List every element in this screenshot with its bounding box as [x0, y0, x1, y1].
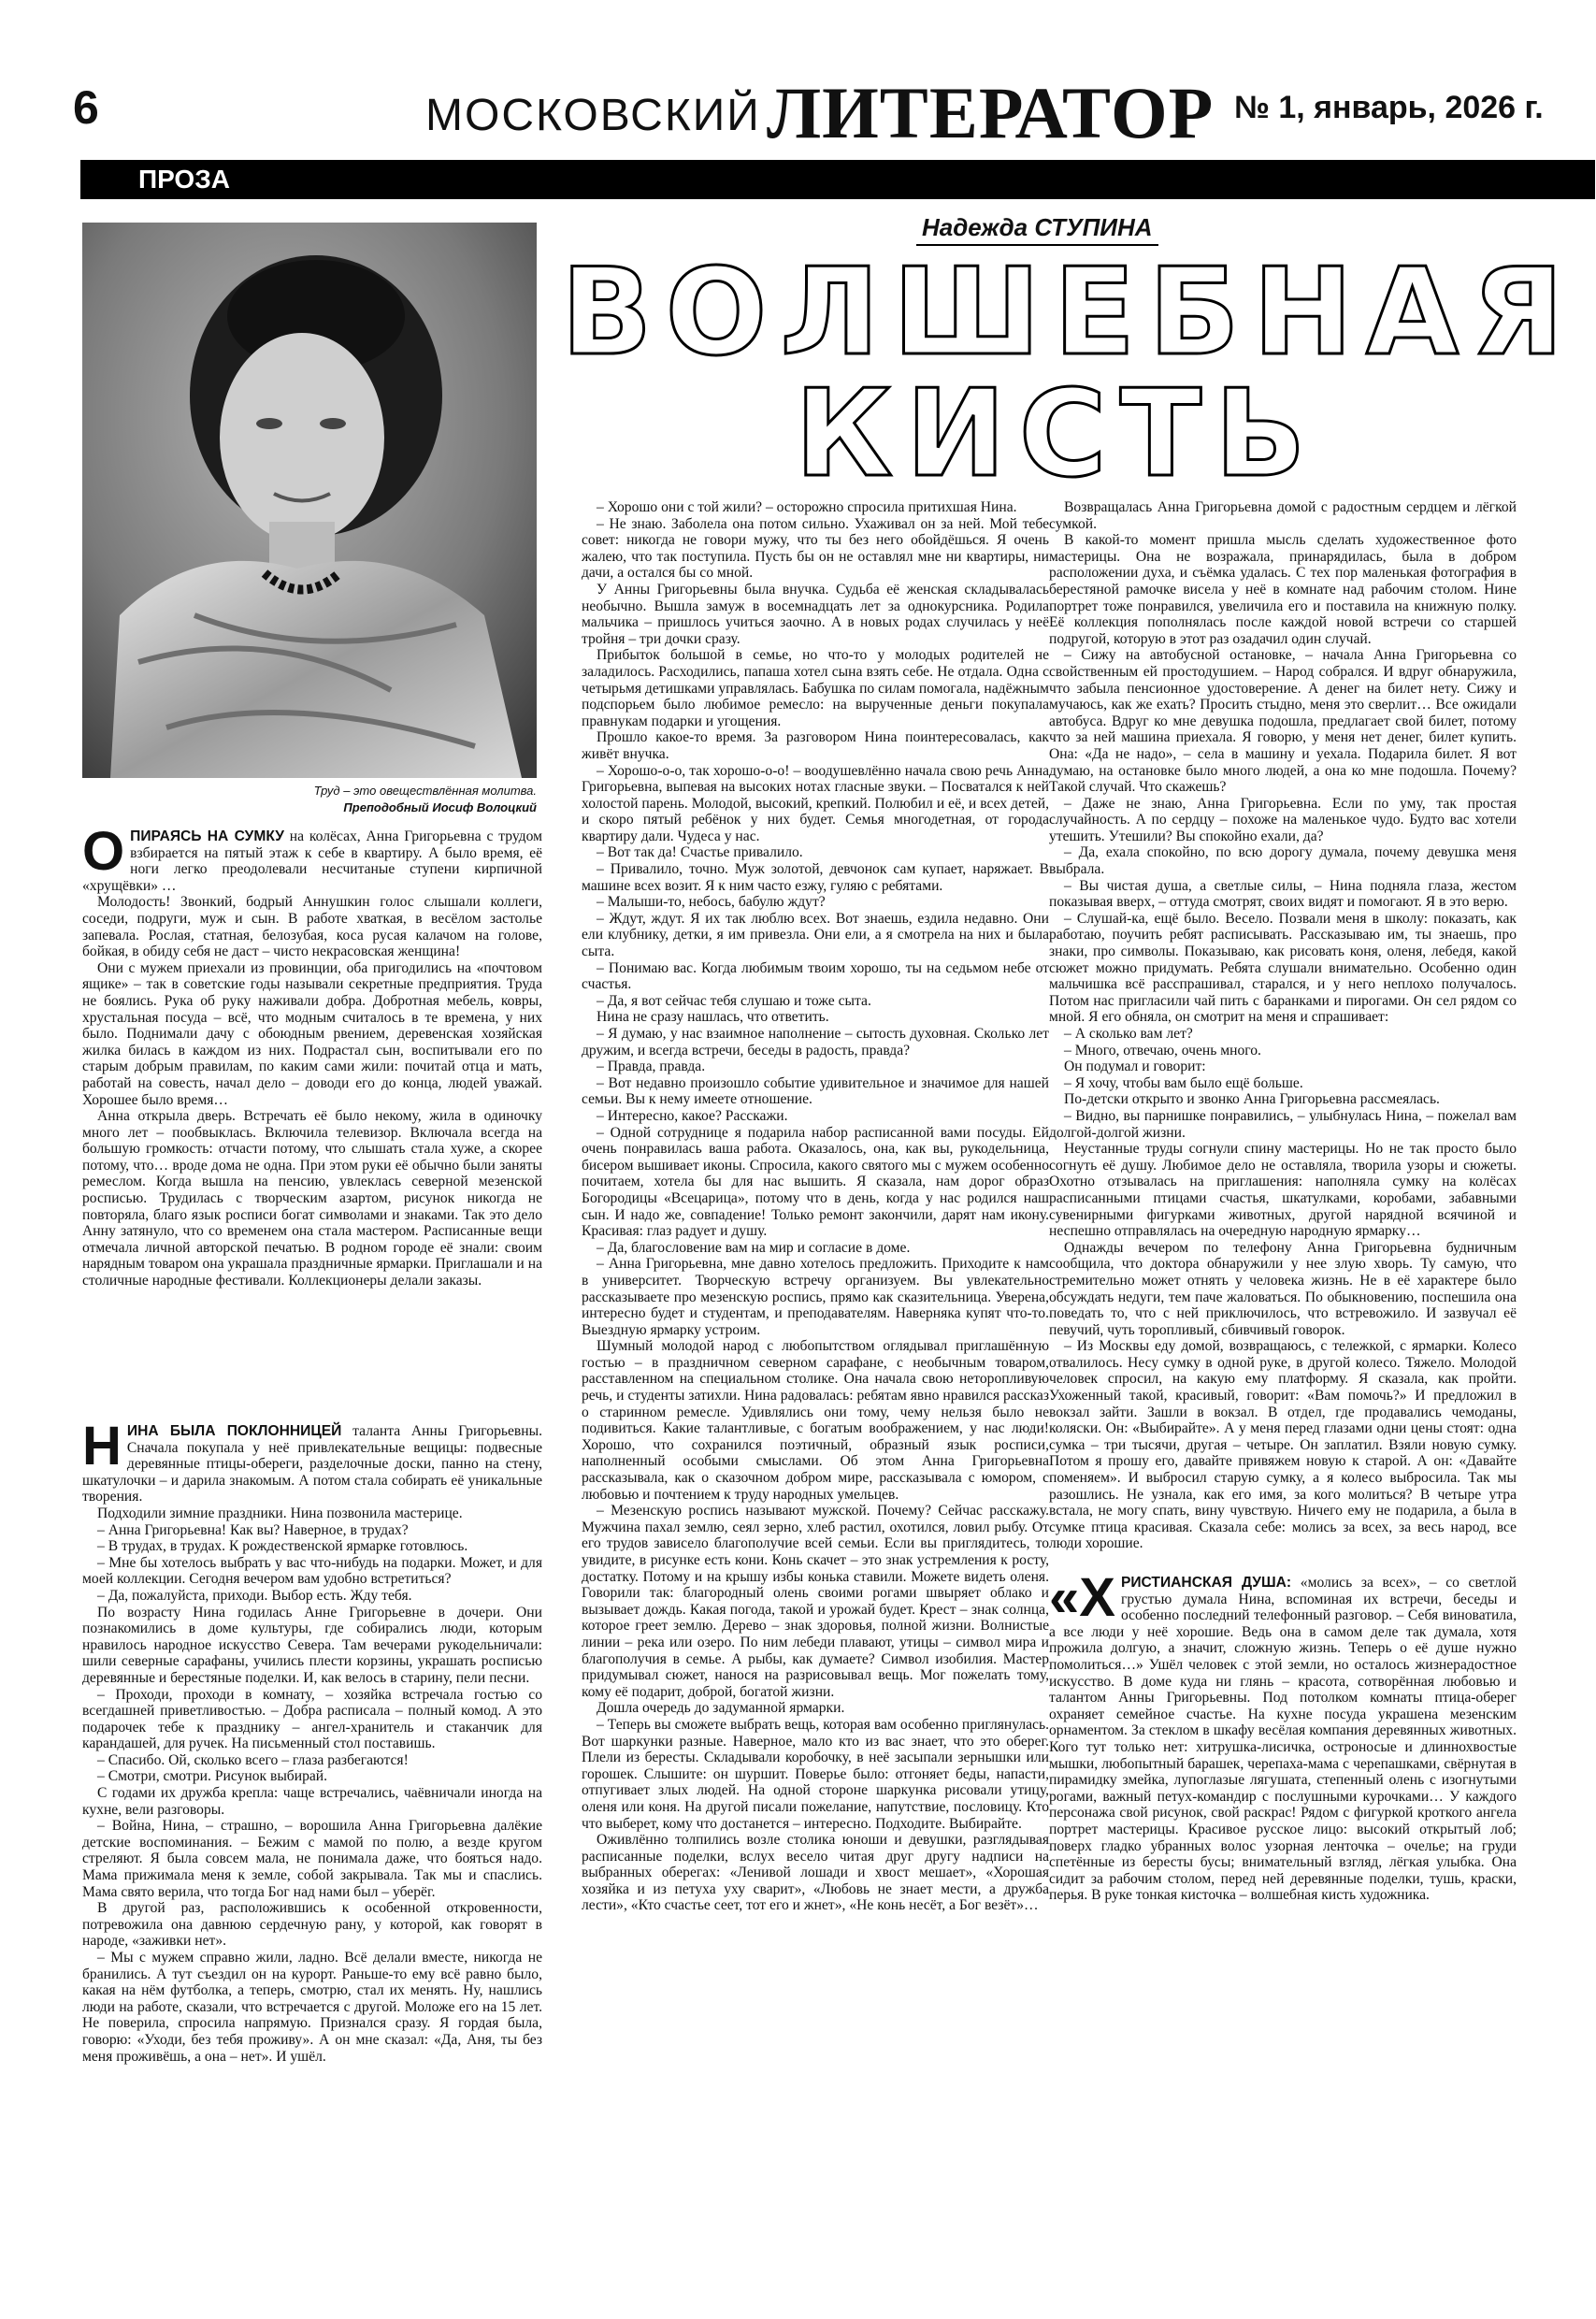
paragraph: Прошло какое-то время. За разговором Нина поинтересовалась, как живёт внучка. [582, 729, 1049, 762]
masthead[interactable] [425, 71, 1215, 155]
paragraph: – Да, ехала спокойно, по всю дорогу думала, почему девушка меня выбрала. [1049, 844, 1517, 878]
article-author: Надежда СТУПИНА [916, 213, 1158, 246]
rubric-label: ПРОЗА [138, 165, 230, 194]
column-3-bottom [1049, 1567, 1517, 1904]
title-line-1: ВОЛШЕБНАЯ [561, 243, 1577, 382]
paragraph: «молись за всех», – со светлой грустью думала Нина, вспоминая их встречи, беседы и особенно последний телефонный разговор. – Себя виноватила, а все люди у неё хорошие. Ведь она в самом деле так думала, хотя прожила долгую, а значит, сложную жизнь. Теперь о её душе нужно помолиться…» Ушёл человек с этой земли, но осталось жизнерадостное искусство. В доме куда ни глянь – красота, сотворённая любовью и талантом Анны Григорьевны. Под потолком комнаты птица-оберег охраняет семейное счастье. На кухне посуда украшена мезенским орнаментом. За стеклом в шкафу весёлая компания деревянных животных. Кого тут только нет: хитрушка-лисичка, остроносые и длиннохвостые мышки, любопытный барашек, черепаха-мама с черепашками, свёрнутая в пирамидку змейка, лупоглазые лягушата, степенный олень с изогнутыми рогами, важный петух-командир с послушными курочками… У каждого персонажа свой рисунок, свой раскрас! Рядом с фигуркой кроткого ангела портрет мастерицы. Красивое русское лицо: высокий открытый лоб; поверх гладко убранных волос узорная ленточка – очелье; на груди спетённые из бересты бусы; внимательный взгляд, лёгкая улыбка. Она сидит за рабочим столом, перед ней деревянные поделки, тушь, краски, перья. В руке тонкая кисточка – волшебная кисть художника. [1049, 1575, 1517, 1904]
paragraph: – Много, отвечаю, очень много. [1064, 1042, 1261, 1059]
paragraph: – Вот так да! Счастье привалило. [597, 844, 803, 861]
paragraph: Возвращалась Анна Григорьевна домой с радостным сердцем и лёгкой сумкой. [1049, 499, 1517, 532]
paragraph: По-детски открыто и звонко Анна Григорьевна рассмеялась. [1064, 1091, 1440, 1108]
paragraph: – Мы с мужем справно жили, ладно. Всё делали вместе, никогда не бранились. А тут съездил он на курорт. Раньше-то ему всё равно было, какая на нём футболка, а теперь, смотрю, стал их менять. Ну, нашлись люди на работе, сказали, что встречается с другой. Моложе его на 15 лет. Не поверила, спросила напрямую. Признался сразу. Я гордая была, говорю: «Уходи, без тебя проживу». А он мне сказал: «Да, Аня, ты без меня проживёшь, а она – нет». И ушёл. [82, 1950, 542, 2065]
paragraph: – Видно, вы парнишке понравились, – улыбнулась Нина, – пожелал вам долгой-долгой жизни. [1049, 1107, 1517, 1141]
paragraph: Оживлённо толпились возле столика юноши и девушки, разглядывая расписанные поделки, вслух весело читая друг другу надписи на выбранных оберегах: «Ленивой лошади и хвост мешает», «Хорошая хозяйка и из петуха уху сварит», «Любовь не знает мести, а дружба лести», «Кто счастье сеет, тот его и жнет», «Не конь несёт, а Бог везёт»… [582, 1832, 1049, 1914]
masthead-left: МОСКОВСКИЙ [425, 91, 761, 140]
paragraph: – Смотри, смотри. Рисунок выбирай. [97, 1768, 328, 1785]
paragraph: – Интересно, какое? Расскажи. [597, 1107, 788, 1124]
paragraph: Анна открыла дверь. Встречать её было некому, жила в одиночку много лет – пообвыклась. Включила телевизор. Включала всегда на большую громкость: отчасти потому, что слышать стала хуже, а скорее потому, что… вроде дома не одна. При этом руки её обычно были заняты ремеслом. Когда вышла на пенсию, увлеклась северной мезенской росписью. Трудилась с творческим азартом, рисунок никогда не повторяла, благо язык росписи богат символами и знаками. Так это дело Анну затянуло, что со временем она стала мастером. Расписанные вещи отмечала личной авторской печатью. В родном городе её знали: своим нарядным товаром она украшала праздничные ярмарки. Приглашали и на столичные народные фестивали. Коллекционеры делали заказы. [82, 1108, 542, 1289]
paragraph: – Привалило, точно. Муж золотой, девчонок сам купает, наряжает. В машине всех возит. Я к ним часто езжу, гуляю с ребятами. [582, 861, 1049, 894]
paragraph: Шумный молодой народ с любопытством оглядывал приглашённую гостью – в праздничном северном сарафане, с необычным товаром, расставленном на специальном столике. Она начала свою неторопливую речь, и студенты затихли. Нина радовалась: ребятам явно нравился рассказ о старинном ремесле. Удивлялись они тому, чему нельзя было не подивиться. Какие талантливые, с богатым воображением, у нас люди! Хорошо, что сохранился поэтичный, образный язык росписи, наполненный особыми смыслами. Об этом Анна Григорьевна рассказывала, как о сказочном добром мире, рассказывала с юмором, с любовью и почтением к труду народных умельцев. [582, 1338, 1049, 1503]
paragraph: на колёсах, Анна Григорьевна с трудом взбирается на пятый этаж к себе в квартиру. А было время, её ноги легко преодолевали несчитаные ступени кирпичной «хрущёвки» … [82, 828, 542, 894]
issue-date: № 1, январь, 2026 г. [1234, 90, 1544, 125]
article-title [561, 243, 1589, 504]
paragraph: Однажды вечером по телефону Анна Григорьевна будничным сообщила, что доктора обнаружили у нее злую хворь. Ту самую, что стремительно может отнять у человека жизнь. Не в её характере было обсуждать недуги, тем паче жаловаться. По обыкновению, поспешила она поведать то, что с ней приключилось, что встревожило. И зазвучал её певучий, чуть торопливый, сбивчивый говорок. [1049, 1239, 1517, 1338]
paragraph: – Малыши-то, небось, бабулю ждут? [597, 894, 826, 911]
page-number: 6 [73, 81, 99, 134]
paragraph: – Даже не знаю, Анна Григорьевна. Если по уму, так простая случайность. А по сердцу – похоже на маленькое чудо. Будто вас хотели утешить. Утешили? Вы спокойно ехали, да? [1049, 795, 1517, 844]
column-1-bottom [82, 1416, 543, 2065]
lead-in: ПИРАЯСЬ НА СУМКУ [130, 828, 284, 844]
paragraph: С годами их дружба крепла: чаще встречались, чаёвничали иногда на кухне, вели разговоры. [82, 1785, 542, 1818]
paragraph: – Не знаю. Заболела она потом сильно. Ухаживал он за ней. Мой тебе совет: никогда не говори мужу, что ты без него обойдёшься. Я очень жалею, что так поступила. Пусть бы он не оставлял мне ни квартиры, ни дачи, а остался бы со мной. [582, 515, 1049, 582]
paragraph: – Спасибо. Ой, сколько всего – глаза разбегаются! [97, 1751, 409, 1768]
photo-caption-author: Преподобный Иосиф Волоцкий [343, 800, 537, 814]
paragraph: Он подумал и говорит: [1064, 1059, 1206, 1075]
paragraph: – Теперь вы сможете выбрать вещь, которая вам особенно приглянулась. Вот шаркунки разные. Наверное, мало кто из вас знает, что это оберег. Плели из бересты. Складывали коробочку, в неё засыпали зернышки или горошек. Слышите: он шуршит. Поверье было: отгоняет беды, напасти, отпугивает злых людей. На одной стороне шаркунка рисовали утицу, оленя или коня. На другой писали пожелание, напутствие, пословицу. Кто что выберет, кому что достанется – интересно. Подходите. Выбирайте. [582, 1716, 1049, 1832]
paragraph: – Я думаю, у нас взаимное наполнение – сытость духовная. Сколько лет дружим, и всегда встречи, беседы в радость, правда? [582, 1026, 1049, 1059]
paragraph: – Да, благословение вам на мир и согласие в доме. [597, 1239, 911, 1256]
paragraph: – Да, пожалуйста, приходи. Выбор есть. Жду тебя. [97, 1587, 412, 1604]
photo-caption-quote: Труд – это овеществлённая молитва. [313, 784, 537, 798]
paragraph: – Слушай-ка, ещё было. Весело. Позвали меня в школу: показать, как работаю, поучить ребят расписывать. Рассказываю им, ты знаешь, про знаки, про символы. Показываю, как рисовать коня, оленя, лебедя, какой сюжет можно придумать. Ребята слушали внимательно. Особенно один мальчишка всё расспрашивал, старался, и у него неплохо получалось. Потом нас пригласили чай пить с баранками и пирогами. Он сел рядом со мной. Я его обняла, он смотрит на меня и спрашивает: [1049, 910, 1517, 1026]
paragraph: – Вы чистая душа, а светлые силы, – Нина подняла глаза, жестом показывая вверх, – оттуда смотрят, своих видят и помогают. Я в это верю. [1049, 877, 1517, 911]
paragraph: – Из Москвы еду домой, возвращаюсь, с тележкой, с ярмарки. Колесо отвалилось. Несу сумку в одной руке, в другой колесо. Тяжело. Молодой человек спросил, на какую ему платформу. Я сказала, как пройти. Ухоженный такой, красивый, говорит: «Вам помочь?» И предложил в вокзал зайти. Зашли в вокзал. В отдел, где продавались чемоданы, коляски. Он: «Выбирайте». А у меня перед глазами одни цены стоят: одна сумка – три тысячи, другая – четыре. Он заплатил. Взяли новую сумку. Потом я прошу его, давайте привяжем новую к старой. А он: «Давайте поменяем». И выбросил старую сумку, а я колесо выбросила. Так мы разошлись. Не узнала, как его имя, за кого молиться? В четыре утра встала, не могу спать, вину чувствую. Ничего ему не подарила, а была в сумке птица красивая. Сказала себе: молись за всех, за весь народ, все люди хорошие. [1049, 1338, 1517, 1552]
paragraph: Молодость! Звонкий, бодрый Аннушкин голос слышали коллеги, соседи, подруги, муж и сын. В работе хваткая, в весёлом застолье запевала. Рослая, статная, белозубая, коса русая калачом на голове, бойкая, в обиду себя не даст – чисто некрасовская женщина! [82, 894, 542, 960]
paragraph: таланта Анны Григорьевны. Сначала покупала у неё привлекательные вещицы: подвесные деревянные птицы-обереги, разделочные доски, панно на стену, шкатулочки – и дарила знакомым. А потом стала собирать её уникальные творения. [82, 1423, 543, 1505]
paragraph: – Я хочу, чтобы вам было ещё больше. [1064, 1074, 1303, 1091]
paragraph: Прибыток большой в семье, но что-то у молодых родителей не заладилось. Расходились, папаша хотел сына взять себе. Не отдала. Одна с четырьмя детишками управлялась. Бабушка по силам помогала, надёжным подспорьем было любимое ремесло: на вырученные деньги покупала правнукам подарки и угощения. [582, 647, 1049, 729]
dropcap: О [82, 821, 125, 882]
dropcap: «Х [1049, 1567, 1115, 1628]
paragraph: Подходили зимние праздники. Нина позвонила мастерице. [97, 1505, 463, 1521]
paragraph: – Ждут, ждут. Я их так люблю всех. Вот знаешь, ездила недавно. Они ели клубнику, детки, я им привезла. Они ели, а я смотрела на них и была сыта. [582, 910, 1049, 960]
paragraph: У Анны Григорьевны была внучка. Судьба её женская складывалась необычно. Вышла замуж в восемнадцать лет за однокурсника. Родила мальчика – пришлось учиться заочно. А в новых родах случилась у неё тройня – три дочки сразу. [582, 581, 1049, 647]
paragraph: В какой-то момент пришла мысль сделать художественное фото мастерицы. Она не возражала, принарядилась, была в добром расположении духа, и съёмка удалась. С тех пор маленькая фотография в берестяной рамочке висела у неё в комнате над рабочим столом. Нине портрет тоже понравился, увеличила его и поставила на книжную полку. Её коллекция пополнялась после каждой новой встречи со старшей подругой, которую в этот раз озадачил один случай. [1049, 532, 1517, 647]
paragraph: – Война, Нина, – страшно, – ворошила Анна Григорьевна далёкие детские воспоминания. – Бежим с мамой по полю, а везде кругом стреляют. Я была совсем мала, не понимала даже, что бояться надо. Мама прижимала меня к земле, собой закрывала. Так мы и спаслись. Мама свято верила, что тогда Бог над нами был – уберёг. [82, 1818, 542, 1900]
portrait-illustration [82, 223, 537, 778]
paragraph: Нина не сразу нашлась, что ответить. [597, 1009, 829, 1026]
paragraph: – Сижу на автобусной остановке, – начала Анна Григорьевна со свойственным ей простодушием. – Народ собрался. И вдруг обнаружила, что забыла пенсионное удостоверение. А денег на билет нету. Сижу и мучаюсь, как же ехать? Просить стыдно, меня это сверлит… Все ожидали автобуса. Вдруг ко мне девушка подошла, предлагает свой билет, потому что за ней машина приехала. Я говорю, у меня нет денег, билет купить. Она: «Да не надо», – села в машину и уехала. Подарила билет. Я вот думаю, на остановке было много людей, а она ко мне подошла. Почему? Такой случай. Что скажешь? [1049, 647, 1517, 796]
paragraph: – Проходи, проходи в комнату, – хозяйка встречала гостью со всегдашней приветливостью. – Добра расписала – полный комод. А это подарочек тебе к празднику – ангел-хранитель и стаканчик для карандашей, для ручек. На письменный стол поставишь. [82, 1686, 542, 1752]
masthead-right: ЛИТЕРАТОР [767, 72, 1215, 153]
dropcap: Н [82, 1416, 122, 1476]
paragraph: Дошла очередь до задуманной ярмарки. [597, 1700, 845, 1717]
paragraph: В другой раз, расположившись к особенной откровенности, потревожила она давнюю сердечную рану, у которой, как говорят в народе, «заживки нет». [82, 1900, 542, 1950]
paragraph: – Одной сотруднице я подарила набор расписанной вами посуды. Ей очень понравилась ваша работа. Оказалось, она, как вы, рукодельница, бисером вышивает иконы. Спросила, какого святого мы с мужем особенно почитаем, хотела бы для нас вышить. Я сказала, нам дорог образ Богородицы «Всецарица», потому что в день, когда у нас родился наш сын. И надо же, совпадение! Только ремонт закончили, дарят нам икону. Красивая: глаз радует и душу. [582, 1124, 1049, 1240]
paragraph: – Анна Григорьевна, мне давно хотелось предложить. Приходите к нам в университет. Творческую встречу организуем. Вы увлекательно рассказываете про мезенскую роспись, прямо как сказительница. Уверена, интересно будет и студентам, и преподавателям. Наверняка купят что-то. Выездную ярмарку устроим. [582, 1256, 1049, 1338]
column-3 [1049, 499, 1517, 1552]
paragraph: – Хорошо они с той жили? – осторожно спросила притихшая Нина. [597, 499, 1017, 515]
paragraph: – Вот недавно произошло событие удивительное и значимое для нашей семьи. Вы к нему имеете отношение. [582, 1074, 1049, 1108]
paragraph: – Понимаю вас. Когда любимым твоим хорошо, ты на седьмом небе от счастья. [582, 959, 1049, 993]
column-2 [582, 499, 1049, 1914]
paragraph: – Мезенскую роспись называют мужской. Почему? Сейчас расскажу. Мужчина пахал землю, сеял зерно, хлеб растил, охотился, ловил рыбу. От его трудов зависело благополучие всей семьи. Если вы приглядитесь, то увидите, в рисунке есть кони. Конь скачет – это знак устремления к росту, достатку. Потому и на крышу избы конька ставили. Можете видеть оленя. Говорили так: благородный олень своими рогами швыряет облако и вызывает дождь. Какая погода, такой и урожай будет. Крест – знак солнца, которое греет землю. Дерево – знак здоровья, полной жизни. Волнистые линии – река или озеро. По ним лебеди плавают, утицы – символ мира и благополучия в семье. А рыбы, как думаете? Символ изобилия. Мастер придумывал сюжет, нанося на разрисовывал вещь. Мог пожелать тому, кому её подарит, доброй, богатой жизни. [582, 1503, 1049, 1700]
title-line-2: КИСТЬ [795, 365, 1319, 504]
paragraph: – Правда, правда. [597, 1059, 706, 1075]
paragraph: – Мне бы хотелось выбрать у вас что-нибудь на подарки. Может, и для моей коллекции. Сегодня вечером вам удобно встретиться? [82, 1554, 542, 1588]
column-1-top [82, 821, 542, 1289]
paragraph: Они с мужем приехали из провинции, оба пригодились на «почтовом ящике» – так в советские годы называли секретные предприятия. Труда не боялись. Рука об руку наживали добра. Добротная мебель, ковры, хрустальная посуда – всё, что модным считалось в те времена, у них было. Поднимали дачу с обоюдным рвением, деревенская хозяйская жилка билась в каждом из них. Подрастал сын, воспитывали его по старым добрым правилам, по каким сами жили: почитай отца и мать, работай на совесть, начал дело – доводи его до конца, людей уважай. Хорошее было время… [82, 959, 542, 1108]
paragraph: – А сколько вам лет? [1064, 1026, 1193, 1042]
paragraph: – Да, я вот сейчас тебя слушаю и тоже сыта. [597, 992, 871, 1009]
paragraph: – В трудах, в трудах. К рождественской ярмарке готовлюсь. [97, 1538, 468, 1555]
paragraph: Неустанные труды согнули спину мастерицы. Но не так просто было согнуть её душу. Любимое дело не оставляла, творила узоры и сюжеты. Охотно отзывалась на приглашения: наполняла сумку на колёсах расписанными птицами счастья, шкатулками, коробами, забавными сувенирными фигурками животных, другой нарядной всячиной и неспешно отправлялась на очередную народную ярмарку… [1049, 1141, 1517, 1240]
paragraph: По возрасту Нина годилась Анне Григорьевне в дочери. Они познакомились в доме культуры, где собирались люди, которым нравилось народное искусство Севера. Там вечерами рукодельничали: шили северные сарафаны, учились плести корзины, украшать росписью деревянные и берестяные поделки. И, как велось в старину, пели песни. [82, 1604, 542, 1686]
lead-in: РИСТИАНСКАЯ ДУША: [1120, 1575, 1292, 1591]
paragraph: – Анна Григорьевна! Как вы? Наверное, в трудах? [97, 1521, 409, 1538]
lead-in: ИНА БЫЛА ПОКЛОННИЦЕЙ [126, 1423, 342, 1439]
author-portrait [82, 223, 537, 778]
rubric-bar [80, 160, 1595, 199]
paragraph: – Хорошо-о-о, так хорошо-о-о! – воодушевлённо начала свою речь Анна Григорьевна, выпевая на высоких нотах гласные звуки. – Посватался к ней холостой парень. Молодой, высокий, крепкий. Полюбил и её, и всех детей, и скоро пятый ребёнок у них будет. Семья многодетная, от города квартиру дали. Чудеса у нас. [582, 762, 1049, 844]
